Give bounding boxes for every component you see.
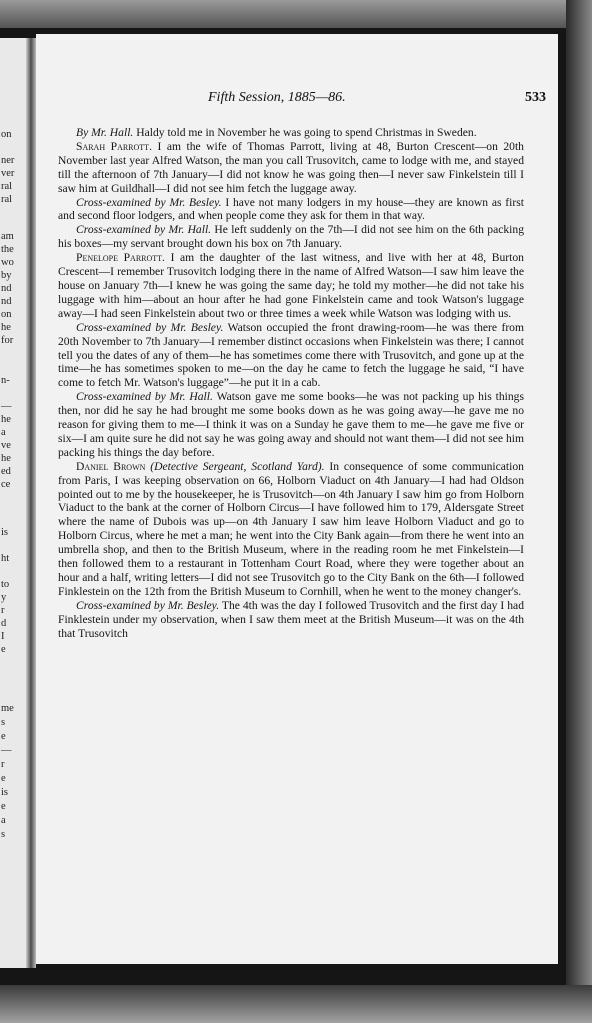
facing-page-text-fragment: he [1, 414, 11, 425]
testimony-text: I am the wife of Thomas Parrott, living at 48, Burton Crescent—on 20th November last year Alfred Watson, the man you call Trusovitch, came to lodge with me, and stayed till the afternoon of 7th January—I did not know he was going then—I never saw Finkelstein till I saw him at Guildhall—I did not see him fetch the luggage away. [58, 139, 524, 195]
facing-page-text-fragment: e [1, 773, 6, 784]
testimony-paragraph [58, 140, 524, 196]
facing-page-text-fragment: y [1, 592, 7, 603]
facing-page-text-fragment: I [1, 631, 5, 642]
facing-page-text-fragment: nd [1, 296, 12, 307]
testimony-text: Watson occupied the front drawing-room—he was there from 20th November to 7th January—I remember distinct occasions when Finkelstein was there; I cannot tell you the dates of any of them—he has sometimes come there with Trusovitch, and gone up at the time—he has sometimes spoken to me—on the day he came to fetch the luggage he said, “I have come to fetch Mr. Watson's luggage”—he put it in a cab. [58, 320, 524, 390]
facing-page-text-fragment: to [1, 579, 10, 590]
facing-page-text-fragment: ce [1, 479, 11, 490]
speaker-label: Cross-examined by Mr. Besley. [76, 320, 224, 334]
testimony-text: He left suddenly on the 7th—I did not see him on the 6th packing his boxes—my servant brought down his box on 7th January. [58, 223, 524, 251]
facing-page-text-fragment: ht [1, 553, 10, 564]
book-page [36, 34, 558, 964]
facing-page-text-fragment: by [1, 270, 12, 281]
facing-page-text-fragment: e [1, 731, 6, 742]
speaker-role: (Detective Sergeant, Scotland Yard). [150, 459, 325, 473]
facing-page-text-fragment: n- [1, 375, 10, 386]
facing-page-text-fragment: the [1, 244, 14, 255]
running-head-title: Fifth Session, 1885—86. [208, 90, 346, 105]
facing-page-text-fragment: he [1, 322, 11, 333]
speaker-label: Cross-examined by Mr. Besley. [76, 195, 222, 209]
speaker-label: Cross-examined by Mr. Hall. [76, 390, 213, 404]
speaker-label: Penelope Parrott. [76, 251, 165, 265]
testimony-paragraph [58, 599, 524, 641]
scan-bottom-edge [0, 985, 592, 1023]
facing-page-text-fragment: e [1, 801, 6, 812]
facing-page-text-fragment: — [1, 745, 12, 756]
testimony-text: Watson gave me some books—he was not packing up his things then, nor did he say he had brought me some books down as he was going away—he gave me no reason for giving them to me—I think it was on a Sunday he gave them to me—he gave me five or six—I am quite sure he did not say he was going away and should not want them—I did not see him packing his things the day before. [58, 390, 524, 459]
facing-page-text-fragment: ral [1, 194, 13, 205]
facing-page-text-fragment: me [1, 703, 14, 714]
facing-page-text-fragment: d [1, 618, 7, 629]
speaker-label: Cross-examined by Mr. Hall. [76, 223, 212, 237]
testimony-text: I am the daughter of the last witness, and live with her at 48, Burton Crescent—I remember Trusovitch lodging there in the name of Alfred Watson—I saw him leave the house on January 7th—I knew he was going the same day; he told my mother—he did not take his luggage with him—about an hour after he had gone Finkelstein came and took Watson's luggage away—I had seen Finkelstein about two or three times a week while Watson was lodging with us. [58, 251, 524, 320]
facing-page-text-fragment: am [1, 231, 14, 242]
testimony-text: Haldy told me in November he was going to spend Christmas in Sweden. [136, 126, 477, 139]
facing-page-text-fragment: nd [1, 283, 12, 294]
speaker-label: Cross-examined by Mr. Besley. [76, 598, 220, 612]
facing-page-text-fragment: is [1, 527, 9, 538]
facing-page-text-fragment: ner [1, 155, 15, 166]
testimony-paragraph [58, 196, 524, 224]
facing-page-text-fragment: ral [1, 181, 13, 192]
facing-page-text-fragment: wo [1, 257, 14, 268]
testimony-paragraph [58, 321, 524, 391]
running-head [36, 90, 558, 110]
scan-right-edge [566, 0, 592, 1023]
facing-page-text-fragment: a [1, 815, 6, 826]
book-gutter [26, 38, 36, 968]
testimony-paragraph [58, 460, 524, 599]
page-number: 533 [525, 90, 546, 105]
testimony-text: I have not many lodgers in my house—they are known as first and second floor lodgers, and when people come they ask for them in that way. [58, 195, 524, 223]
facing-page-text-fragment: e [1, 644, 6, 655]
facing-page-text-fragment: on [1, 309, 12, 320]
speaker-label: Daniel Brown [76, 459, 146, 473]
facing-page-text-fragment: is [1, 787, 9, 798]
facing-page-text-fragment: r [1, 605, 5, 616]
page-body-text [58, 126, 524, 641]
speaker-label: By Mr. Hall. [76, 126, 134, 139]
facing-page-text-fragment: s [1, 829, 6, 840]
facing-page-text-fragment: he [1, 453, 11, 464]
facing-page-fragment [0, 38, 26, 968]
testimony-paragraph [58, 390, 524, 460]
facing-page-text-fragment: — [1, 401, 12, 412]
testimony-text: The 4th was the day I followed Trusovitch and the first day I had Finklestein under my observation, when I saw them meet at the British Museum—it was on the 4th that Trusovitch [58, 598, 524, 640]
speaker-label: Sarah Parrott. [76, 139, 152, 153]
testimony-paragraph [58, 126, 524, 140]
facing-page-text-fragment: ed [1, 466, 11, 477]
testimony-text: In consequence of some communication from Paris, I was keeping observation on 66, Holborn Viaduct on 4th January—I had had Oldson pointed out to me by the housekeeper, he is Trusovitch—on 4th January I saw him go from Holborn Viaduct to the bank at the corner of Holborn Circus—I have followed him to 179, Aldersgate Street where the name of Dubois was up—on 4th January I saw him leave Holborn Viaduct and go to Holborn Circus, where he met a man; he went into the City Bank again—from there he went into an umbrella shop, and then to the British Museum, where in the reading room he met Finkelstein—I then followed them to a restaurant in Tottenham Court Road, where they were together about an hour and a half, writing letters—I did not see Trusovitch go to the City Bank on the 6th—I followed Finklestein on the 12th from the British Museum to Cornhill, when he went to the money changer's. [58, 459, 524, 598]
facing-page-text-fragment: for [1, 335, 14, 346]
facing-page-text-fragment: on [1, 129, 12, 140]
facing-page-text-fragment: ve [1, 440, 11, 451]
testimony-paragraph [58, 251, 524, 321]
facing-page-text-fragment: ver [1, 168, 15, 179]
facing-page-text-fragment: a [1, 427, 6, 438]
testimony-paragraph [58, 223, 524, 251]
facing-page-text-fragment: r [1, 759, 5, 770]
facing-page-text-fragment: s [1, 717, 6, 728]
